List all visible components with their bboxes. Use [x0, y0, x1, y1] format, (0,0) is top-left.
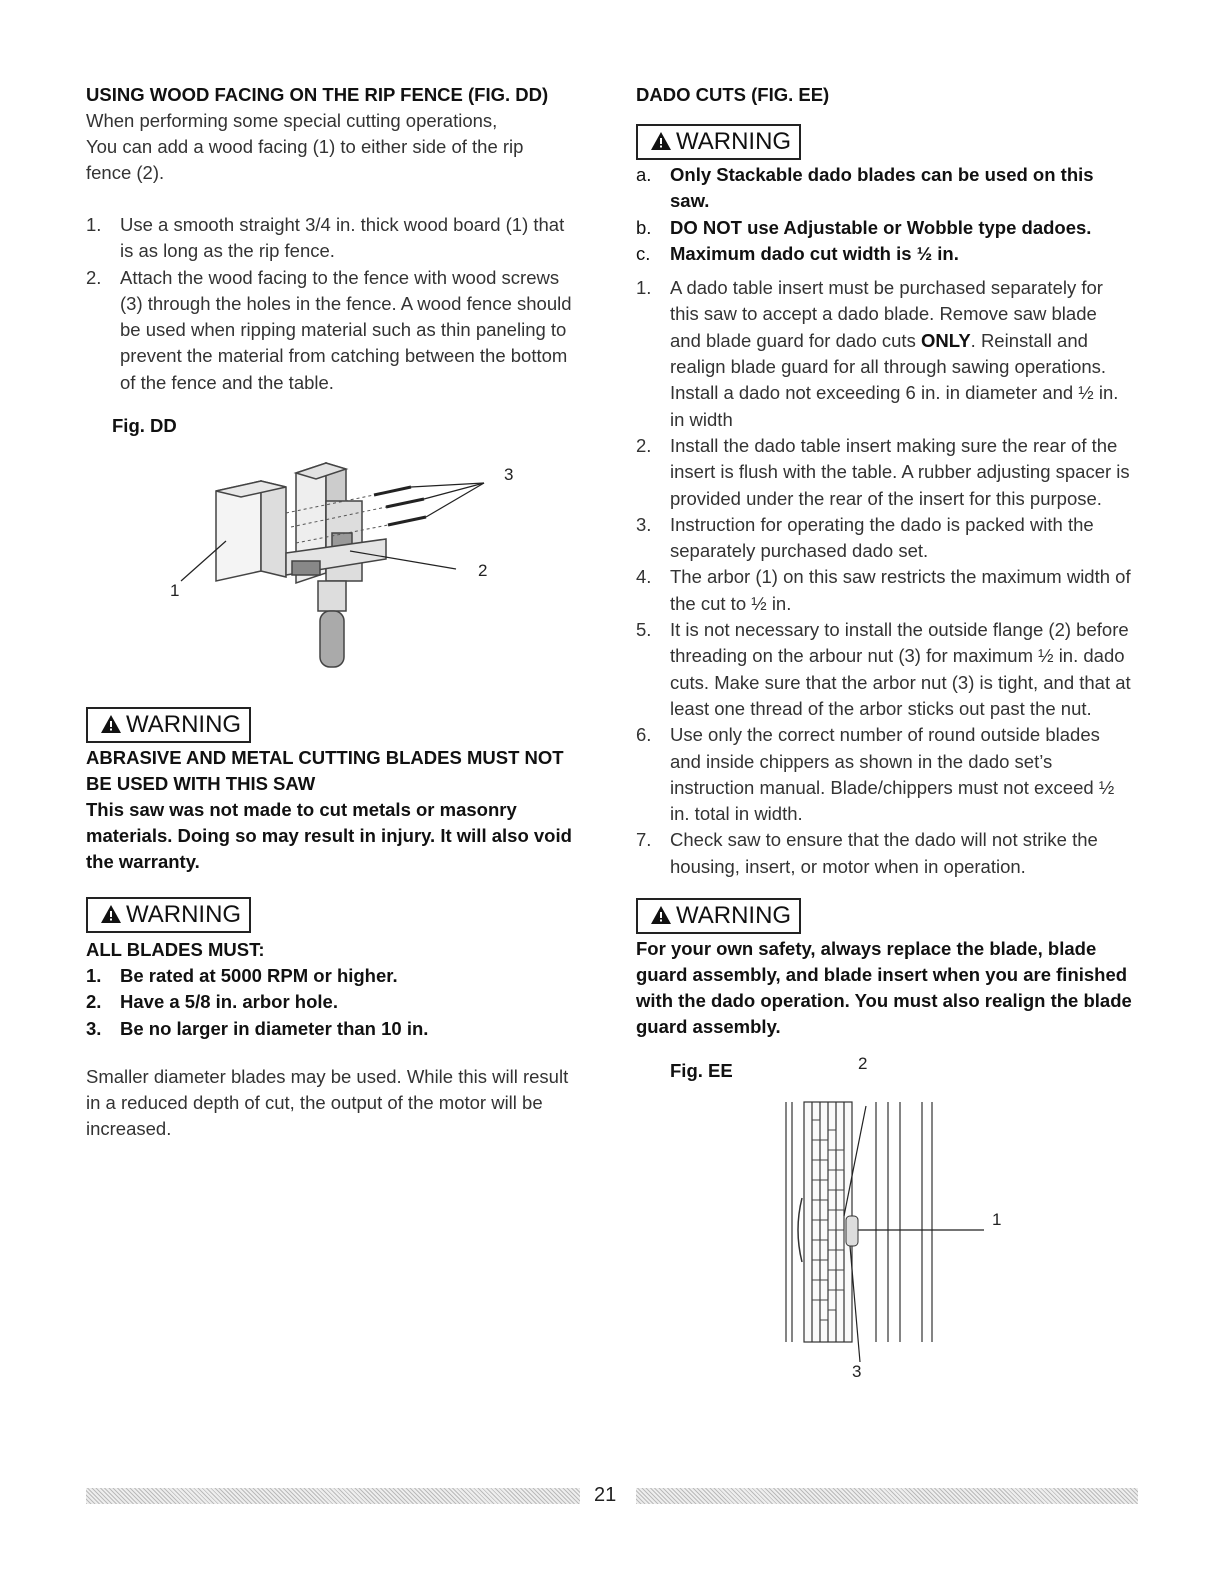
blade-requirements — [86, 963, 586, 1042]
fig-dd-callout-1: 1 — [170, 581, 180, 601]
warning-body: This saw was not made to cut metals or masonry materials. Doing so may result in injury. It will also void the warranty. — [86, 799, 572, 873]
dado-warning-items — [636, 162, 1136, 267]
warning-label: WARNING — [126, 901, 242, 929]
fig-ee — [636, 1054, 1116, 1390]
warning-replace-guard — [636, 898, 1136, 1040]
list-item: 3. Be no larger in diameter than 10 in. — [86, 1017, 429, 1039]
section-title-wood-facing: USING WOOD FACING ON THE RIP FENCE (FIG. DD) — [86, 84, 549, 105]
list-item: 1. Use a smooth straight 3/4 in. thick wood board (1) that is as long as the rip fence. — [86, 214, 565, 262]
list-item: 2. Install the dado table insert making sure the rear of the insert is flush with the table. A rubber adjusting spacer is provided under the rear of the insert for this purpose. — [636, 434, 1130, 509]
list-item: 5. It is not necessary to install the outside flange (2) before threading on the arbour nut (3) for maximum ½ in. dado cuts. Make sure that the arbor nut (3) is tight, and that at least one thread of the arbor sticks out past the nut. — [636, 619, 1131, 719]
list-item: 3. Instruction for operating the dado is packed with the separately purchased dado set. — [636, 513, 1094, 562]
smaller-blades-note: Smaller diameter blades may be used. While this will result in a reduced depth of cut, the output of the motor will be increased. — [86, 1065, 569, 1139]
wood-facing-steps — [86, 212, 578, 396]
dado-stack-illustration — [636, 1070, 1116, 1370]
list-item: 6. Use only the correct number of round outside blades and inside chippers as shown in the dado set’s instruction manual. Blade/chippers must not exceed ½ in. total in width. — [636, 724, 1115, 825]
list-item: 1. Be rated at 5000 RPM or higher. — [86, 965, 398, 987]
list-item: 7. Check saw to ensure that the dado will not strike the housing, insert, or motor when in operation. — [636, 829, 1098, 877]
warning-triangle-icon — [100, 714, 122, 734]
list-item: 1. A dado table insert must be purchased separately for this saw to accept a dado blade. Remove saw blade and blade guard for dado cuts ONLY. Reinstall and realign blade guard for all through sawing operations. Install a dado not exceeding 6 in. in diameter and ½ in. in width — [636, 277, 1119, 430]
wood-screws — [374, 487, 426, 525]
fig-ee-label: Fig. EE — [670, 1060, 733, 1082]
list-item: 4. The arbor (1) on this saw restricts the maximum width of the cut to ½ in. — [636, 566, 1131, 614]
fig-ee-callout-3: 3 — [852, 1362, 862, 1382]
warning-body: For your own safety, always replace the blade, blade guard assembly, and blade insert when you are finished with the dado operation. You must also realign the blade guard assembly. — [636, 938, 1132, 1038]
rip-fence-illustration — [86, 443, 566, 693]
dado-steps — [636, 275, 1132, 880]
fig-dd-callout-2: 2 — [478, 561, 488, 581]
warning-triangle-icon — [650, 905, 672, 925]
fence-handle — [320, 611, 344, 667]
arbor-nut — [846, 1216, 858, 1246]
warning-label: WARNING — [676, 902, 792, 930]
list-item: a. Only Stackable dado blades can be used on this saw. — [636, 164, 1094, 212]
outer-flange — [798, 1198, 802, 1262]
warning-label-box — [636, 898, 801, 934]
warning-label-box — [636, 124, 801, 160]
section-title-dado: DADO CUTS (FIG. EE) — [636, 84, 830, 105]
warning-abrasive-blades — [86, 707, 586, 875]
intro-line-1: When performing some special cutting operations, — [86, 110, 498, 131]
warning-all-blades — [86, 897, 586, 1142]
right-column — [636, 82, 1136, 1390]
left-column — [86, 82, 586, 1142]
list-item: b. DO NOT use Adjustable or Wobble type dadoes. — [636, 216, 1092, 238]
warning-label-box — [86, 897, 251, 933]
fig-dd-callout-3: 3 — [504, 465, 514, 485]
page-number: 21 — [594, 1484, 617, 1506]
warning-heading: ABRASIVE AND METAL CUTTING BLADES MUST NOT BE USED WITH THIS SAW — [86, 747, 564, 795]
wood-facing-board-side — [261, 481, 286, 577]
fig-ee-callout-2: 2 — [858, 1054, 868, 1074]
list-item: 2. Have a 5/8 in. arbor hole. — [86, 991, 338, 1013]
footer-bar-left — [86, 1488, 580, 1504]
intro-line-2: You can add a wood facing (1) to either side of the rip fence (2). — [86, 136, 524, 183]
footer-bar-right — [636, 1488, 1138, 1504]
warning-label: WARNING — [126, 711, 242, 739]
list-item: 2. Attach the wood facing to the fence with wood screws (3) through the holes in the fence. A wood fence should be used when ripping material such as thin paneling to prevent the material from catching between the bottom of the fence and the table. — [86, 266, 572, 393]
fig-ee-callout-1: 1 — [992, 1210, 1002, 1230]
page-footer — [86, 1480, 1138, 1520]
fig-dd-label: Fig. DD — [112, 415, 177, 437]
warning-label-box — [86, 707, 251, 743]
warning-label: WARNING — [676, 128, 792, 155]
fig-dd-illustration — [86, 443, 566, 693]
warning-triangle-icon — [650, 131, 672, 151]
blades-heading: ALL BLADES MUST: — [86, 939, 265, 961]
list-item: c. Maximum dado cut width is ½ in. — [636, 242, 959, 264]
warning-triangle-icon — [100, 904, 122, 924]
